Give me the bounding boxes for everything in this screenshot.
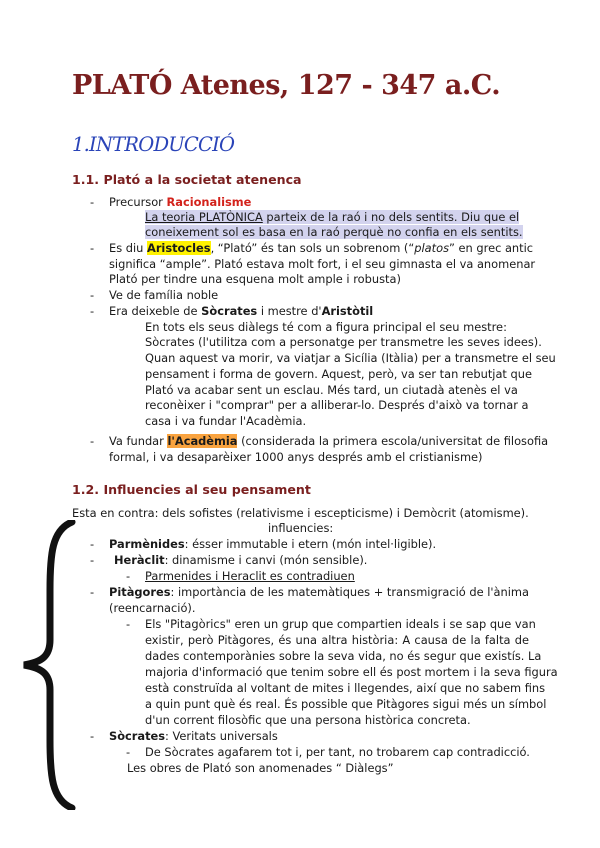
deixeble-detail-line: Plató va acabar sent un esclau. Més tard, un ciutadà atenès el va: [145, 383, 518, 397]
precursor-prefix: Precursor: [109, 195, 167, 209]
socrates-influence-name: Sòcrates: [109, 729, 166, 743]
socrates-name: Sòcrates: [201, 304, 258, 318]
bullet-dash: -: [126, 745, 131, 759]
list-item-familia: Ve de família noble: [109, 288, 219, 302]
aristotil-name: Aristòtil: [321, 304, 374, 318]
pitagorics-line: Els "Pitagòrics" eren un grup que compartien ideals i se sap que van: [145, 617, 536, 631]
teoria-platonica-link-text: La teoria PLATÒNICA: [145, 210, 263, 224]
pitagorics-line: majoria d'informació que tenim sobre ell és post mortem i la seva figura: [145, 665, 558, 679]
list-item-precursor: [109, 195, 251, 211]
bullet-dash: -: [90, 195, 95, 209]
academia-prefix: Va fundar: [109, 434, 168, 448]
socrates-influence-text: : Veritats universals: [165, 729, 278, 743]
parmenides-text: : ésser immutable i etern (món intel·ligible).: [184, 537, 437, 551]
aristocles-line-3: Plató per tindre una esquena molt ample i robusta): [109, 272, 401, 286]
deixeble-detail-line: casa i va fundar l'Acadèmia.: [145, 414, 307, 428]
teoria-line-2-text: coneixement sol es basa en la raó perquè no confia en els sentits.: [145, 225, 523, 239]
teoria-line-1-rest: parteix de la raó i no dels sentits. Diu que el: [262, 210, 520, 224]
deixeble-detail-line: Sòcrates (l'utilitza com a personatge per transmetre les seves idees).: [145, 335, 542, 349]
aristocles-line-2: significa “ample”. Plató estava molt fort, i el seu gimnasta el va anomenar: [109, 257, 536, 271]
bullet-dash: -: [126, 617, 131, 631]
bullet-dash: -: [90, 288, 95, 302]
bullet-dash: -: [90, 537, 95, 551]
bullet-dash: -: [90, 434, 95, 448]
list-item-academia: [109, 434, 548, 450]
pitagorics-line: existir, però Pitàgores, és una altra història: A causa de la falta de: [145, 633, 529, 647]
teoria-line-1: [145, 210, 519, 226]
deixeble-detail-line: reconèixer i "comprar" per a alliberar-lo. Després d'això va tornar a: [145, 398, 529, 412]
list-item-deixeble: [109, 304, 373, 320]
list-item-parmenides: [109, 537, 436, 553]
list-item-heraclit: [114, 553, 367, 569]
bullet-dash: -: [126, 569, 131, 583]
parmenides-name: Parmènides: [109, 537, 185, 551]
aristocles-name: Aristocles: [147, 241, 211, 255]
academia-rest: (considerada la primera escola/universitat de filosofia: [237, 434, 549, 448]
pitagorics-line: a quin punt què és real. És possible que Pitàgores sigui més un símbol: [145, 697, 547, 711]
heraclit-text: : dinamisme i canvi (món sensible).: [164, 553, 368, 567]
deixeble-detail-line: pensament i forma de govern. Aquest, però, va ser tan rebutjat que: [145, 367, 532, 381]
academia-term: l'Acadèmia: [167, 434, 238, 448]
curly-brace-icon: [14, 520, 80, 810]
section-heading-introduccio: 1.INTRODUCCIÓ: [72, 133, 235, 156]
pitagorics-line: està construïda al voltant de mites i llegendes, així que no sabem fins: [145, 681, 546, 695]
pitagores-text: : importància de les matemàtiques + transmigració de l'ànima: [170, 585, 529, 599]
contradiuen-note: Parmenides i Heraclit es contradiuen: [145, 569, 355, 583]
esta-en-contra-line: Esta en contra: dels sofistes (relativisme i escepticisme) i Demòcrit (atomisme).: [72, 506, 529, 520]
bullet-dash: -: [90, 241, 95, 255]
bullet-dash: -: [90, 553, 95, 567]
bullet-dash: -: [90, 729, 95, 743]
aristocles-end: ” en grec antic: [449, 241, 534, 255]
bullet-dash: -: [90, 585, 95, 599]
document-title: PLATÓ Atenes, 127 - 347 a.C.: [72, 70, 501, 101]
list-item-pitagores: [109, 585, 529, 601]
pitagorics-line: dades contemporànies sobre la seva vida, no és segur que existís. La: [145, 649, 542, 663]
aristocles-prefix: Es diu: [109, 241, 147, 255]
subheading-societat-atenenca: 1.1. Plató a la societat atenenca: [72, 172, 302, 187]
teoria-line-2: [145, 225, 523, 241]
bullet-dash: -: [90, 304, 95, 318]
deixeble-detail-line: Quan aquest va morir, va viatjar a Sicília (Itàlia) per a transmetre el seu: [145, 351, 556, 365]
pitagores-name: Pitàgores: [109, 585, 171, 599]
list-item-aristocles: [109, 241, 533, 257]
influencies-label: influencies:: [268, 521, 334, 535]
obres-note: Les obres de Plató son anomenades “ Diàlegs”: [127, 761, 394, 775]
socrates-sub-note: De Sòcrates agafarem tot i, per tant, no trobarem cap contradicció.: [145, 745, 530, 759]
list-item-socrates: [109, 729, 278, 745]
platos-word: platos: [414, 241, 450, 255]
pitagorics-line: d'un corrent filosòfic que una persona històrica concreta.: [145, 713, 471, 727]
aristocles-mid: , “Plató” és tan sols un sobrenom (“: [210, 241, 415, 255]
heraclit-name: Heràclit: [114, 553, 165, 567]
racionalisme-term: Racionalisme: [166, 195, 252, 209]
deixeble-detail-line: En tots els seus diàlegs té com a figura principal el seu mestre:: [145, 320, 507, 334]
pitagores-line-2: (reencarnació).: [109, 601, 196, 615]
deixeble-prefix: Era deixeble de: [109, 304, 202, 318]
academia-line-2: formal, i va desaparèixer 1000 anys després amb el cristianisme): [109, 450, 483, 464]
subheading-influencies: 1.2. Influencies al seu pensament: [72, 482, 311, 497]
deixeble-mid: i mestre d': [257, 304, 322, 318]
